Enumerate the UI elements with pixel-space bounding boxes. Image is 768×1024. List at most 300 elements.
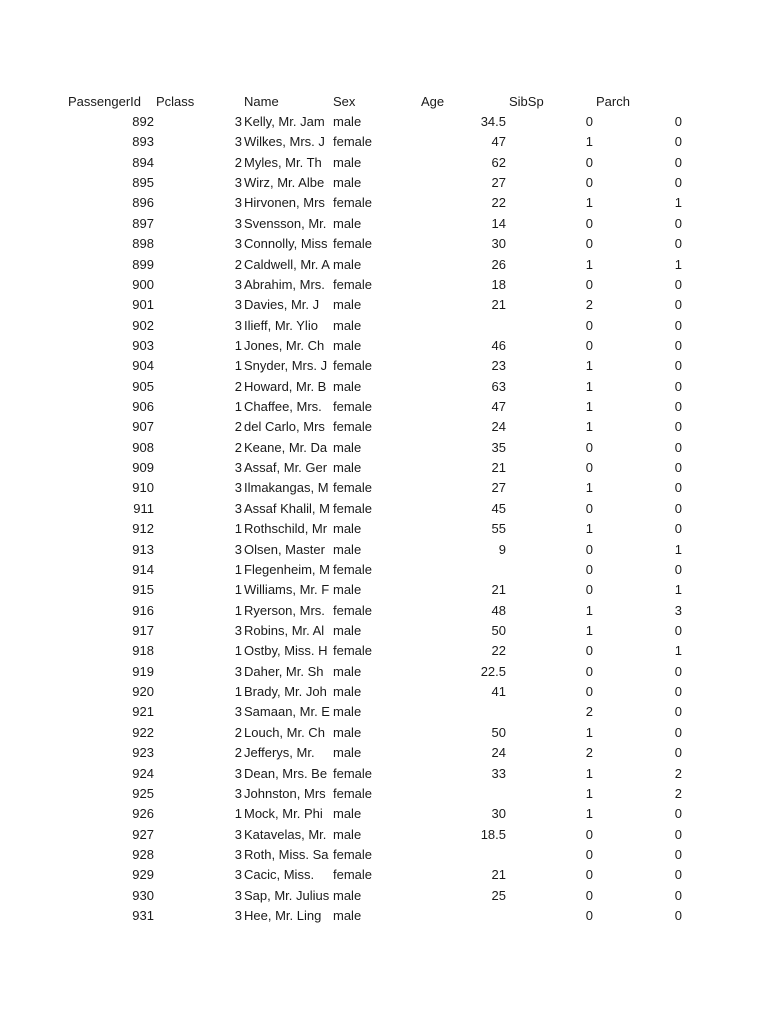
cell-sex: female <box>333 561 373 577</box>
cell-sex: male <box>333 460 362 476</box>
cell-name: Roth, Miss. Sa <box>244 846 329 862</box>
cell-passenger-id: 916 <box>132 602 154 618</box>
cell-passenger-id: 927 <box>132 826 154 842</box>
cell-age: 30 <box>491 806 506 822</box>
cell-sex: female <box>333 867 373 883</box>
cell-pclass: 3 <box>234 623 242 638</box>
cell-age: 47 <box>491 399 506 415</box>
cell-age: 41 <box>491 684 506 700</box>
cell-age: 50 <box>491 623 506 638</box>
cell-passenger-id: 925 <box>132 785 154 801</box>
table-row <box>0 825 768 845</box>
cell-sex: female <box>333 846 373 862</box>
cell-name: Katavelas, Mr. <box>244 826 327 842</box>
cell-pclass: 1 <box>234 643 242 659</box>
cell-pclass: 1 <box>234 561 242 577</box>
cell-pclass: 3 <box>234 826 242 842</box>
cell-passenger-id: 931 <box>132 908 154 924</box>
table-row <box>0 906 768 926</box>
cell-age <box>440 702 506 722</box>
table-row <box>0 153 768 173</box>
cell-parch: 1 <box>674 256 682 272</box>
cell-name: Mock, Mr. Phi <box>244 806 323 822</box>
cell-sibsp: 0 <box>585 439 593 455</box>
header-parch: Parch <box>596 94 630 109</box>
cell-age: 18 <box>491 276 506 292</box>
cell-parch: 0 <box>674 663 682 679</box>
cell-pclass: 2 <box>234 378 242 394</box>
cell-pclass: 3 <box>234 846 242 862</box>
cell-sex: male <box>333 745 362 761</box>
table-row <box>0 214 768 234</box>
cell-pclass: 1 <box>234 521 242 537</box>
table-row <box>0 764 768 784</box>
table-row <box>0 275 768 295</box>
cell-passenger-id: 922 <box>132 724 154 740</box>
cell-pclass: 2 <box>234 419 242 435</box>
cell-sibsp: 1 <box>585 419 593 435</box>
cell-parch: 0 <box>674 846 682 862</box>
cell-age: 21 <box>491 867 506 883</box>
cell-pclass: 3 <box>234 500 242 516</box>
cell-pclass: 1 <box>234 358 242 374</box>
table-row <box>0 499 768 519</box>
table-row <box>0 621 768 641</box>
table-row <box>0 641 768 661</box>
table-row <box>0 255 768 275</box>
cell-pclass: 1 <box>234 684 242 700</box>
cell-passenger-id: 917 <box>132 623 154 638</box>
cell-parch: 0 <box>674 154 682 170</box>
cell-age: 30 <box>491 236 506 252</box>
cell-parch: 0 <box>674 337 682 353</box>
table-row <box>0 132 768 152</box>
table-row <box>0 784 768 804</box>
cell-passenger-id: 924 <box>132 765 154 781</box>
cell-name: Cacic, Miss. <box>244 867 315 883</box>
cell-sibsp: 1 <box>585 134 593 150</box>
cell-age: 48 <box>491 602 506 618</box>
table-row <box>0 682 768 702</box>
table-row <box>0 112 768 132</box>
cell-age: 34.5 <box>480 114 506 129</box>
cell-parch: 1 <box>674 541 682 557</box>
cell-sibsp: 0 <box>585 276 593 292</box>
cell-name: Ostby, Miss. H <box>244 643 328 659</box>
cell-age: 63 <box>491 378 506 394</box>
header-name: Name <box>244 94 279 109</box>
cell-parch: 0 <box>674 521 682 537</box>
cell-pclass: 1 <box>234 806 242 822</box>
table-row <box>0 804 768 824</box>
cell-sibsp: 0 <box>585 460 593 476</box>
cell-sibsp: 0 <box>585 887 593 903</box>
cell-sibsp: 1 <box>585 399 593 415</box>
cell-parch: 0 <box>674 215 682 231</box>
header-sibsp: SibSp <box>509 94 544 109</box>
cell-sibsp: 0 <box>585 114 593 129</box>
cell-passenger-id: 910 <box>132 480 154 496</box>
cell-age: 33 <box>491 765 506 781</box>
cell-parch: 0 <box>674 276 682 292</box>
cell-sex: male <box>333 826 362 842</box>
cell-name: Ryerson, Mrs. <box>244 602 325 618</box>
table-row <box>0 438 768 458</box>
cell-parch: 0 <box>674 623 682 638</box>
cell-passenger-id: 919 <box>132 663 154 679</box>
cell-pclass: 3 <box>234 480 242 496</box>
cell-name: Louch, Mr. Ch <box>244 724 325 740</box>
cell-sibsp: 0 <box>585 643 593 659</box>
cell-name: Davies, Mr. J <box>244 297 320 313</box>
cell-pclass: 3 <box>234 114 242 129</box>
cell-sibsp: 0 <box>585 663 593 679</box>
cell-passenger-id: 904 <box>132 358 154 374</box>
cell-sex: male <box>333 724 362 740</box>
cell-pclass: 2 <box>234 724 242 740</box>
cell-parch: 1 <box>674 582 682 598</box>
cell-sibsp: 0 <box>585 500 593 516</box>
cell-age: 22 <box>491 195 506 211</box>
cell-sibsp: 0 <box>585 215 593 231</box>
cell-passenger-id: 892 <box>132 114 154 129</box>
cell-name: Ilieff, Mr. Ylio <box>244 317 318 333</box>
cell-parch: 0 <box>674 887 682 903</box>
cell-sibsp: 2 <box>585 704 593 720</box>
cell-parch: 0 <box>674 704 682 720</box>
cell-sibsp: 0 <box>585 826 593 842</box>
cell-parch: 0 <box>674 134 682 150</box>
table-row <box>0 397 768 417</box>
cell-pclass: 1 <box>234 602 242 618</box>
cell-name: Hee, Mr. Ling <box>244 908 322 924</box>
cell-sex: male <box>333 806 362 822</box>
cell-passenger-id: 907 <box>132 419 154 435</box>
cell-passenger-id: 929 <box>132 867 154 883</box>
cell-sibsp: 0 <box>585 541 593 557</box>
cell-age: 23 <box>491 358 506 374</box>
cell-parch: 0 <box>674 439 682 455</box>
cell-pclass: 3 <box>234 297 242 313</box>
cell-passenger-id: 914 <box>132 561 154 577</box>
cell-pclass: 1 <box>234 399 242 415</box>
cell-pclass: 2 <box>234 154 242 170</box>
cell-parch: 0 <box>674 378 682 394</box>
cell-sex: female <box>333 602 373 618</box>
cell-parch: 0 <box>674 745 682 761</box>
cell-name: Sap, Mr. Julius <box>244 887 330 903</box>
cell-sex: male <box>333 439 362 455</box>
cell-name: Flegenheim, M <box>244 561 330 577</box>
cell-name: Kelly, Mr. Jam <box>244 114 325 129</box>
cell-parch: 0 <box>674 684 682 700</box>
cell-name: Wirz, Mr. Albe <box>244 175 325 191</box>
cell-parch: 0 <box>674 114 682 129</box>
cell-name: Keane, Mr. Da <box>244 439 328 455</box>
cell-name: Johnston, Mrs <box>244 785 326 801</box>
cell-name: Assaf, Mr. Ger <box>244 460 328 476</box>
table-row <box>0 845 768 865</box>
cell-age: 25 <box>491 887 506 903</box>
cell-passenger-id: 911 <box>133 500 154 516</box>
cell-age: 21 <box>491 297 506 313</box>
cell-sex: female <box>333 134 373 150</box>
cell-name: Ilmakangas, M <box>244 480 329 496</box>
cell-sibsp: 1 <box>585 256 593 272</box>
table-row <box>0 377 768 397</box>
cell-sibsp: 0 <box>585 337 593 353</box>
table-row <box>0 478 768 498</box>
cell-pclass: 3 <box>234 908 242 924</box>
cell-sex: male <box>333 582 362 598</box>
cell-sex: female <box>333 643 373 659</box>
cell-sex: male <box>333 887 362 903</box>
cell-passenger-id: 898 <box>132 236 154 252</box>
cell-parch: 0 <box>674 399 682 415</box>
cell-parch: 0 <box>674 867 682 883</box>
cell-sibsp: 1 <box>585 358 593 374</box>
cell-age: 45 <box>491 500 506 516</box>
table-row <box>0 601 768 621</box>
cell-passenger-id: 930 <box>132 887 154 903</box>
cell-passenger-id: 915 <box>132 582 154 598</box>
table-row <box>0 458 768 478</box>
cell-name: del Carlo, Mrs <box>244 419 325 435</box>
table-row <box>0 336 768 356</box>
cell-sibsp: 1 <box>585 806 593 822</box>
cell-age <box>440 316 506 336</box>
table-row <box>0 540 768 560</box>
cell-name: Olsen, Master <box>244 541 325 557</box>
cell-name: Snyder, Mrs. J <box>244 358 328 374</box>
cell-parch: 0 <box>674 908 682 924</box>
cell-name: Robins, Mr. Al <box>244 623 325 638</box>
cell-pclass: 3 <box>234 134 242 150</box>
table-row <box>0 723 768 743</box>
cell-age: 24 <box>491 419 506 435</box>
cell-age: 35 <box>491 439 506 455</box>
cell-passenger-id: 902 <box>132 317 154 333</box>
cell-sex: male <box>333 378 362 394</box>
cell-sibsp: 1 <box>585 765 593 781</box>
cell-parch: 0 <box>674 358 682 374</box>
cell-parch: 0 <box>674 826 682 842</box>
cell-sex: male <box>333 256 362 272</box>
cell-pclass: 3 <box>234 663 242 679</box>
table-row <box>0 662 768 682</box>
cell-name: Wilkes, Mrs. J <box>244 134 325 150</box>
cell-sibsp: 0 <box>585 684 593 700</box>
header-passenger-id: PassengerId <box>68 94 141 109</box>
cell-pclass: 3 <box>234 704 242 720</box>
cell-age: 21 <box>491 460 506 476</box>
cell-age: 62 <box>491 154 506 170</box>
cell-age: 24 <box>491 745 506 761</box>
cell-passenger-id: 909 <box>132 460 154 476</box>
cell-pclass: 3 <box>234 785 242 801</box>
cell-passenger-id: 913 <box>132 541 154 557</box>
cell-parch: 0 <box>674 419 682 435</box>
cell-parch: 0 <box>674 561 682 577</box>
cell-sex: male <box>333 154 362 170</box>
cell-passenger-id: 906 <box>132 399 154 415</box>
cell-pclass: 1 <box>234 337 242 353</box>
cell-age <box>440 906 506 926</box>
cell-passenger-id: 923 <box>132 745 154 761</box>
table-row <box>0 580 768 600</box>
cell-name: Daher, Mr. Sh <box>244 663 324 679</box>
cell-passenger-id: 894 <box>132 154 154 170</box>
cell-sibsp: 0 <box>585 846 593 862</box>
cell-name: Hirvonen, Mrs <box>244 195 325 211</box>
cell-name: Myles, Mr. Th <box>244 154 322 170</box>
cell-pclass: 3 <box>234 195 242 211</box>
cell-name: Connolly, Miss <box>244 236 328 252</box>
cell-name: Jones, Mr. Ch <box>244 337 325 353</box>
cell-passenger-id: 895 <box>132 175 154 191</box>
table-row <box>0 519 768 539</box>
cell-sibsp: 1 <box>585 785 593 801</box>
table-row <box>0 193 768 213</box>
cell-sex: male <box>333 684 362 700</box>
cell-passenger-id: 899 <box>132 256 154 272</box>
cell-pclass: 3 <box>234 317 242 333</box>
cell-sibsp: 1 <box>585 724 593 740</box>
cell-age: 18.5 <box>480 826 506 842</box>
cell-pclass: 3 <box>234 541 242 557</box>
cell-pclass: 3 <box>234 276 242 292</box>
cell-sibsp: 0 <box>585 317 593 333</box>
table-row <box>0 356 768 376</box>
cell-pclass: 2 <box>234 256 242 272</box>
cell-sex: female <box>333 276 373 292</box>
cell-sex: male <box>333 521 362 537</box>
cell-sex: female <box>333 399 373 415</box>
cell-name: Dean, Mrs. Be <box>244 765 328 781</box>
cell-age <box>440 845 506 865</box>
table-row <box>0 560 768 580</box>
cell-name: Jefferys, Mr. <box>244 745 315 761</box>
cell-sibsp: 0 <box>585 561 593 577</box>
cell-sex: female <box>333 195 373 211</box>
cell-pclass: 1 <box>234 582 242 598</box>
cell-parch: 2 <box>674 785 682 801</box>
cell-passenger-id: 905 <box>132 378 154 394</box>
cell-name: Caldwell, Mr. A <box>244 256 330 272</box>
cell-sex: male <box>333 663 362 679</box>
cell-age: 46 <box>491 337 506 353</box>
table-row <box>0 417 768 437</box>
cell-age: 47 <box>491 134 506 150</box>
header-sex: Sex <box>333 94 356 109</box>
cell-sex: male <box>333 297 362 313</box>
cell-pclass: 2 <box>234 439 242 455</box>
cell-sex: male <box>333 175 362 191</box>
header-age: Age <box>421 94 445 109</box>
cell-passenger-id: 896 <box>132 195 154 211</box>
cell-sibsp: 0 <box>585 236 593 252</box>
header-pclass: Pclass <box>156 94 195 109</box>
cell-pclass: 3 <box>234 867 242 883</box>
cell-age: 50 <box>491 724 506 740</box>
cell-passenger-id: 921 <box>132 704 154 720</box>
cell-pclass: 3 <box>234 175 242 191</box>
cell-sibsp: 1 <box>585 602 593 618</box>
cell-parch: 0 <box>674 175 682 191</box>
cell-sex: male <box>333 541 362 557</box>
cell-name: Abrahim, Mrs. <box>244 276 325 292</box>
cell-name: Williams, Mr. F <box>244 582 330 598</box>
cell-parch: 0 <box>674 500 682 516</box>
cell-sex: male <box>333 623 362 638</box>
cell-parch: 0 <box>674 480 682 496</box>
cell-parch: 0 <box>674 724 682 740</box>
table-row <box>0 865 768 885</box>
cell-passenger-id: 912 <box>132 521 154 537</box>
table-row <box>0 702 768 722</box>
cell-sex: female <box>333 480 373 496</box>
cell-age <box>440 784 506 804</box>
table-row <box>0 743 768 763</box>
cell-sibsp: 1 <box>585 195 593 211</box>
cell-pclass: 3 <box>234 887 242 903</box>
cell-age: 9 <box>498 541 506 557</box>
cell-sex: male <box>333 337 362 353</box>
cell-sibsp: 1 <box>585 378 593 394</box>
cell-name: Chaffee, Mrs. <box>244 399 322 415</box>
table-row <box>0 295 768 315</box>
cell-sex: female <box>333 765 373 781</box>
cell-age: 26 <box>491 256 506 272</box>
cell-sex: female <box>333 358 373 374</box>
cell-parch: 1 <box>674 195 682 211</box>
cell-passenger-id: 900 <box>132 276 154 292</box>
cell-sibsp: 0 <box>585 154 593 170</box>
cell-parch: 0 <box>674 236 682 252</box>
cell-age: 27 <box>491 175 506 191</box>
cell-sibsp: 1 <box>585 480 593 496</box>
cell-parch: 0 <box>674 460 682 476</box>
cell-sex: male <box>333 317 362 333</box>
cell-parch: 0 <box>674 806 682 822</box>
cell-passenger-id: 901 <box>132 297 154 313</box>
cell-pclass: 2 <box>234 745 242 761</box>
cell-sex: female <box>333 785 373 801</box>
cell-age: 55 <box>491 521 506 537</box>
cell-passenger-id: 893 <box>132 134 154 150</box>
cell-sibsp: 2 <box>585 745 593 761</box>
cell-pclass: 3 <box>234 460 242 476</box>
cell-sex: male <box>333 908 362 924</box>
cell-passenger-id: 926 <box>132 806 154 822</box>
cell-name: Brady, Mr. Joh <box>244 684 327 700</box>
cell-sibsp: 0 <box>585 867 593 883</box>
cell-name: Rothschild, Mr <box>244 521 328 537</box>
cell-sibsp: 2 <box>585 297 593 313</box>
cell-age <box>440 560 506 580</box>
cell-sibsp: 1 <box>585 623 593 638</box>
cell-age: 22.5 <box>480 663 506 679</box>
table-row <box>0 234 768 254</box>
cell-passenger-id: 903 <box>132 337 154 353</box>
cell-name: Assaf Khalil, M <box>244 500 330 516</box>
cell-age: 22 <box>491 643 506 659</box>
cell-sex: male <box>333 704 362 720</box>
cell-sex: male <box>333 215 362 231</box>
cell-passenger-id: 897 <box>132 215 154 231</box>
cell-name: Samaan, Mr. E <box>244 704 330 720</box>
cell-sex: female <box>333 500 373 516</box>
